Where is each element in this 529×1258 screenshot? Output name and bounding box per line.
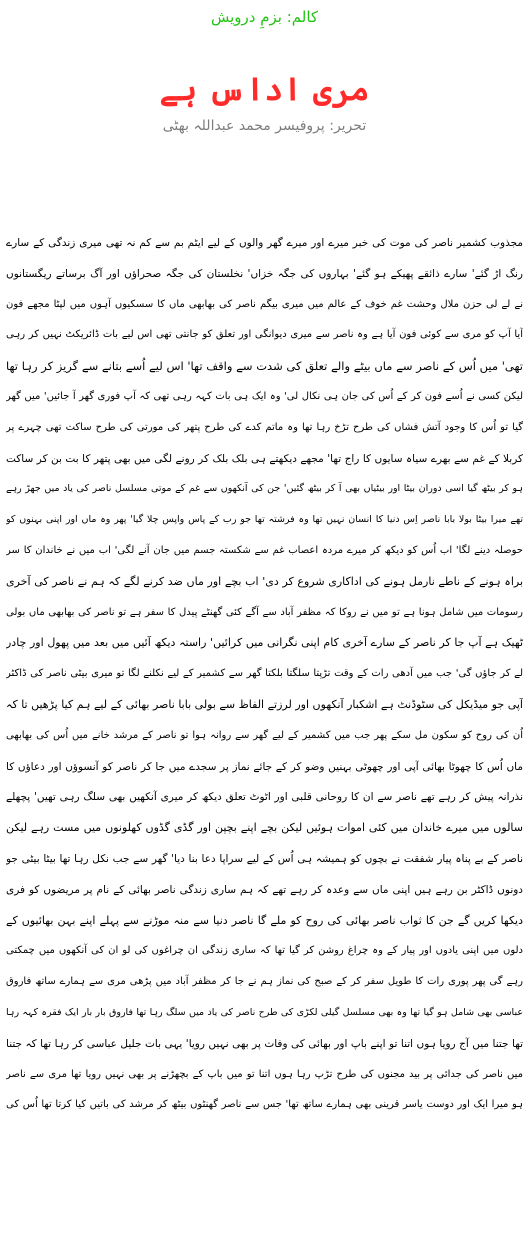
- article-line: رہے گی پھر پوری رات کا طویل سفر کر کے صبح کی نماز ہم نے جا کر مظفر آباد میں پڑھی مری سے ہمارے ساتھ فاروق: [6, 976, 523, 988]
- article-line: رنگ اڑ گئے' سارے ذائقے پھیکے ہو گئے' بہاروں کی جگہ خزاں' نخلستان کی جگہ صحراؤں اور آگ برساتے ریگستانوں: [6, 267, 523, 280]
- article-line: لیکن کسی نے اُسے فون کر کے اُس کی جان ہی نکال لی' وہ ایک ہی بات کہہ رہی تھی کہ آپ فوری گھر آ جائیں' میں گھر: [6, 390, 523, 402]
- article-line: نذرانہ پیش کر رہے تھے ناصر سے ان کا روحانی قلبی اور اٹوٹ تعلق دیکھ کر میری آنکھیں بھی سلگ رہی تھیں' پچھلے: [6, 791, 523, 804]
- article-line: نے لے لی حزن ملال وحشت غم خوف کے عالم میں میری بیگم ناصر کی بھابھی ماں کا سسکیوں آہوں میں لپٹا مجھے فون: [6, 298, 523, 310]
- article-line: تھے میرا بیٹا بولا بابا ناصر اِس دنیا کا انسان نہیں تھا وہ فرشتہ تھا جو رب کے پاس واپس چلا گیا' پھر وہ ماں اور اپنی بہنوں کو: [6, 514, 523, 526]
- article-line: حوصلہ دینے لگا' اب اُس کو دیکھ کر میرے مردہ اعصاب غم سے شکستہ جسم میں جان آنے لگی' اب میں نے خاندان کا سر: [6, 544, 523, 556]
- article-line: ناصر کے بے پناہ پیار شفقت نے بچوں کو ہمیشہ ہی اُس کے لیے سراپا دعا بنا دیا' گھر سے جب نکل رہا تھا بیٹا بیٹی جو: [6, 852, 523, 865]
- article-line: سالوں میں میرے خاندان میں کئی اموات ہوئیں لیکن بچے اپنے بچپن اور گڈی گڈوں کھلونوں میں مست رہے لیکن: [6, 821, 523, 835]
- article-line: آپی جو میڈیکل کی سٹوڈنٹ ہے اشکبار آنکھوں اور لرزتے الفاظ سے بولی بابا ناصر بھائی کے لیے ہم کیا پڑھیں تا کہ: [6, 697, 523, 711]
- article-line: لے کر جاؤں گی' جب میں آدھی رات کے وقت تڑپتا سلگتا بلکتا گھر سے کشمیر کے لیے نکلنے لگا تو میری بیٹی ناصر کی ڈاکٹر: [6, 668, 523, 680]
- article-line: میں ناصر کی جدائی پر بید مجنوں کی طرح تڑپ رہا ہوں اتنا تو میں باپ کے بچھڑنے پر بھی نہیں رویا تھا مری سے ناصر: [6, 1068, 523, 1080]
- column-label: کالم: بزمِ درویش: [210, 8, 319, 26]
- article-line: تھا جتنا میں آج رویا ہوں اتنا تو اپنے باپ اور بھائی کی وفات پر بھی نہیں رویا' یہی بات جلیل عباسی کر رہا تھا کہ جتنا: [6, 1037, 523, 1050]
- article-line: گیا تو اُس کا وجود آتش فشاں کی طرح تڑخ رہا تھا وہ ماتم کدے کی طرح پتھر کی مورتی کی طرح ساکت تھی چہرے پر: [6, 421, 523, 433]
- article-line: آیا آپ کو مری سے کوئی فون آیا ہے وہ ناصر سے میری دیوانگی اور تعلق کو جانتی تھی اس لیے بات ڈائریکٹ نہیں کر رہی: [6, 329, 523, 341]
- article-line: اُن کی روح کو سکون مل سکے پھر جب میں کشمیر کے لیے گھر سے روانہ ہوا تو ناصر کے مرشد خانے میں اُس کی بھابھی: [6, 729, 523, 741]
- article-line: ہو میرا ایک اور دوست یاسر قرینی بھی ہمارے ساتھ تھا' جس سے ناصر گھنٹوں بیٹھ کر مرشد کی باتیں کیا کرتا تھا اُس کی: [6, 1099, 523, 1111]
- article-line: ماں اُس کا چھوٹا بھائی آپی اور چھوٹی بہنیں وضو کر کے جائے نماز پر سجدے میں جا کر ناصر کو آنسوؤں اور دعاؤں کا: [6, 760, 523, 773]
- article-line: دونوں ڈاکٹر بن رہے ہیں اپنی ماں سے وعدہ کر رہے تھے کہ ہم ساری زندگی ناصر بھائی کے نام پر مریضوں کو فری: [6, 883, 523, 896]
- article-line: ٹھیک ہے آپ جا کر ناصر کے سارے آخری کام اپنی نگرانی میں کرائیں' راستہ دیکھ آئیں میں بعد میں پھول اور چادر: [6, 636, 523, 650]
- article-line: ہو کر بیٹھ گیا اسی دوران بیٹا اور بیٹیاں بھی آ کر بیٹھ گئیں' جن کی آنکھوں سے غم کے موتی مسلسل ناصر کی یاد میں جھڑ رہے: [6, 483, 523, 495]
- article-line: دلوں میں اپنی یادوں اور پیار کے وہ چراغ روشن کر گیا تھا کہ ساری زندگی ان چراغوں کی لو ان کی آنکھوں میں چمکتی: [6, 945, 523, 957]
- article-line: رسومات میں شامل ہونا ہے تو میں نے روکا کہ مظفر آباد سے آگے کئی گھنٹے پیدل کا سفر ہے تو ناصر کی بھابھی ماں بولی: [6, 606, 523, 618]
- article-line: دیکھا کریں گے جن کا ثواب ناصر بھائی کی روح کو ملے گا ناصر دنیا سے منہ موڑنے سے پہلے اپنے بہن بھائیوں کے: [6, 913, 523, 927]
- article-line: تھی' میں اُس کے ناصر سے ماں بیٹے والے تعلق کی شدت سے واقف تھا' اس لیے اُسے بتانے سے گریز کر رہا تھا: [6, 359, 523, 374]
- article-line: مجذوب کشمیر ناصر کی موت کی خبر میرے اور میرے گھر والوں کے لیے ایٹم بم سے کم نہ تھی میری زندگی کے سارے: [6, 237, 523, 249]
- article-line: کربلا کے غم سے بھرے سیاہ سایوں کا راج تھا' مجھے دیکھتے ہی بلک بلک کر رونے لگی میں بھی پتھر کا بت بن کر ساکت: [6, 452, 523, 465]
- article-body: [6, 228, 523, 1121]
- author-byline: تحریر: پروفیسر محمد عبداللہ بھٹی: [162, 118, 367, 134]
- article-title: مری اداس ہے: [159, 70, 370, 108]
- article-line: براہ ہونے کے ناطے نارمل ہونے کی اداکاری شروع کر دی' اب بچے اور ماں ضد کرنے لگے کہ ہم نے ناصر کی آخری: [6, 574, 523, 588]
- article-line: عباسی بھی شامل ہو گیا تھا وہ بھی مسلسل گیلی لکڑی کی طرح ناصر کی یاد میں سلگ رہا تھا فاروق بار بار ایک فقرہ کہہ رہا: [6, 1006, 523, 1018]
